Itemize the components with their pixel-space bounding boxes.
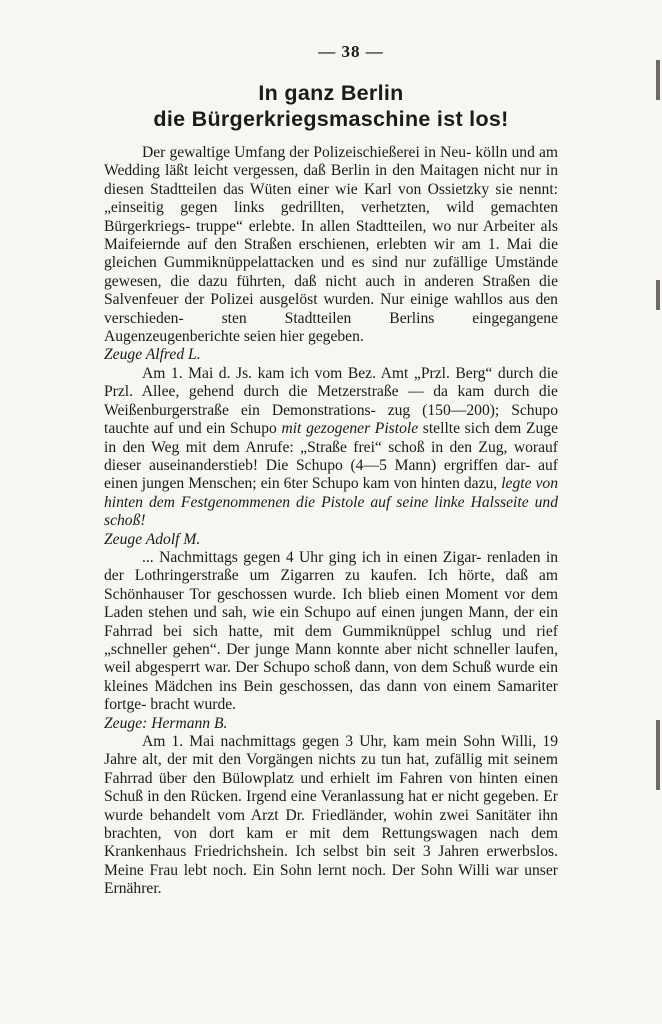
- witness-label-1: Zeuge Alfred L.: [104, 346, 201, 364]
- emphasis: gezogener Pistole: [306, 420, 419, 438]
- witness-label-3: Zeuge: Hermann B.: [104, 714, 228, 732]
- intro-line: am 1. Mai die gleichen Gummiknüppelattacken und es sind: [104, 236, 558, 272]
- page-title: [104, 80, 558, 132]
- emphasis: Pistole auf seine linke Halsseite und schoß!: [104, 493, 558, 530]
- intro-line: sten Stadtteilen Berlins eingegangene Augenzeugenberichte: [104, 309, 558, 346]
- intro-line: nicht auch in anderen Straßen die Salvenfeuer der Polizei: [104, 272, 558, 309]
- scan-edge-mark: [656, 60, 660, 100]
- intro-line: als Maifeiernde auf den Straßen erschienen, erlebten wir: [104, 217, 558, 254]
- emphasis: mit: [281, 420, 302, 438]
- title-line-2: die Bürgerkriegsmaschine ist los!: [153, 107, 509, 131]
- intro-line: nur zufällige Umstände gewesen, die dazu führten, daß: [104, 254, 558, 290]
- witness-label-2: Zeuge Adolf M.: [104, 530, 201, 548]
- scan-edge-mark: [656, 720, 660, 790]
- intro-line: seien hier gegeben.: [243, 328, 364, 346]
- title-line-1: In ganz Berlin: [258, 81, 404, 105]
- intro-line: den Maitagen nicht nur in diesen Stadtteilen das Wüten: [104, 162, 558, 198]
- intro-line: einer wie Karl von Ossietzky sie nennt: „einseitig gegen: [104, 180, 558, 217]
- scan-edge-mark: [656, 280, 660, 310]
- emphasis: legte von hinten dem Festgenommenen die: [104, 475, 558, 511]
- intro-line: ausgelöst wurden. Nur einige wahllos aus den verschieden-: [104, 291, 558, 327]
- intro-line: Der gewaltige Umfang der Polizeischießerei in Neu-: [142, 144, 472, 161]
- witness-statement-3: Am 1. Mai nachmittags gegen 3 Uhr, kam mein Sohn Willi, 19 Jahre alt, der mit den Vorgängen nichts zu tun hat, zufällig mit seinem Fahrrad über den Bülowplatz und erhielt im Fahren von hinten einen Schuß in den Rücken. Irgend eine Veranlassung hat er nicht gegeben. Er wurde behandelt vom Arzt Dr. Friedländer, wohin zwei Sanitäter ihn brachten, von dort kam er mit dem Rettungswagen nach dem Krankenhaus Friedrichshein. Ich selbst bin seit 3 Jahren erwerbslos. Meine Frau lebt noch. Ein Sohn lernt noch. Der Sohn Willi war unser Ernährer.: [104, 733, 559, 898]
- witness-statement-1: Am 1. Mai d. Js. kam ich vom Bez. Amt „Przl. Berg“ durch die Przl. Allee, gehend durch die Metzerstraße — da kam durch die Weißenburgerstraße ein Demonstrations- zug (150—200); Schupo tauchte auf und ein Schupo mit gezogener Pistole stellte sich dem Zuge in den Weg mit dem Anrufe: „Straße frei“ schoß in den Zug, worauf dieser auseinanderstieb! Die Schupo (4—5 Mann) ergriffen dar- auf einen jungen Menschen; ein 6ter Schupo kam von hinten dazu, legte von hinten dem Festgenommenen die Pistole auf seine linke Halsseite und schoß!: [104, 364, 559, 530]
- intro-paragraph: [104, 144, 558, 346]
- article-body: [104, 144, 558, 899]
- document-page: [104, 42, 558, 899]
- page-number: — 38 —: [318, 42, 384, 61]
- intro-line: kölln und am Wedding läßt leicht vergessen, daß Berlin in: [104, 144, 558, 180]
- intro-line: truppe“ erlebte. In allen Stadtteilen, wo nur Arbeiter: [196, 217, 535, 235]
- witness-statement-2: ... Nachmittags gegen 4 Uhr ging ich in einen Zigar- renladen in der Lothringerstraße um Zigarren zu kaufen. Ich hörte, daß am Schönhauser Tor geschossen wurde. Ich blieb einen Moment vor dem Laden stehen und sah, wie ein Schupo auf einen jungen Mann, der ein Fahrrad bei sich hatte, mit dem Gummiknüppel schlug und rief „schneller gehen“. Der junge Mann konnte aber nicht schneller laufen, weil abgesperrt war. Der Schupo schoß dann, von dem Schuß wurde ein kleines Mädchen ins Bein geschossen, das dann von einem Samariter fortge- bracht wurde.: [104, 548, 559, 714]
- intro-line: links gedrillten, verhetzten, wild gemachten Bürgerkriegs-: [104, 199, 559, 235]
